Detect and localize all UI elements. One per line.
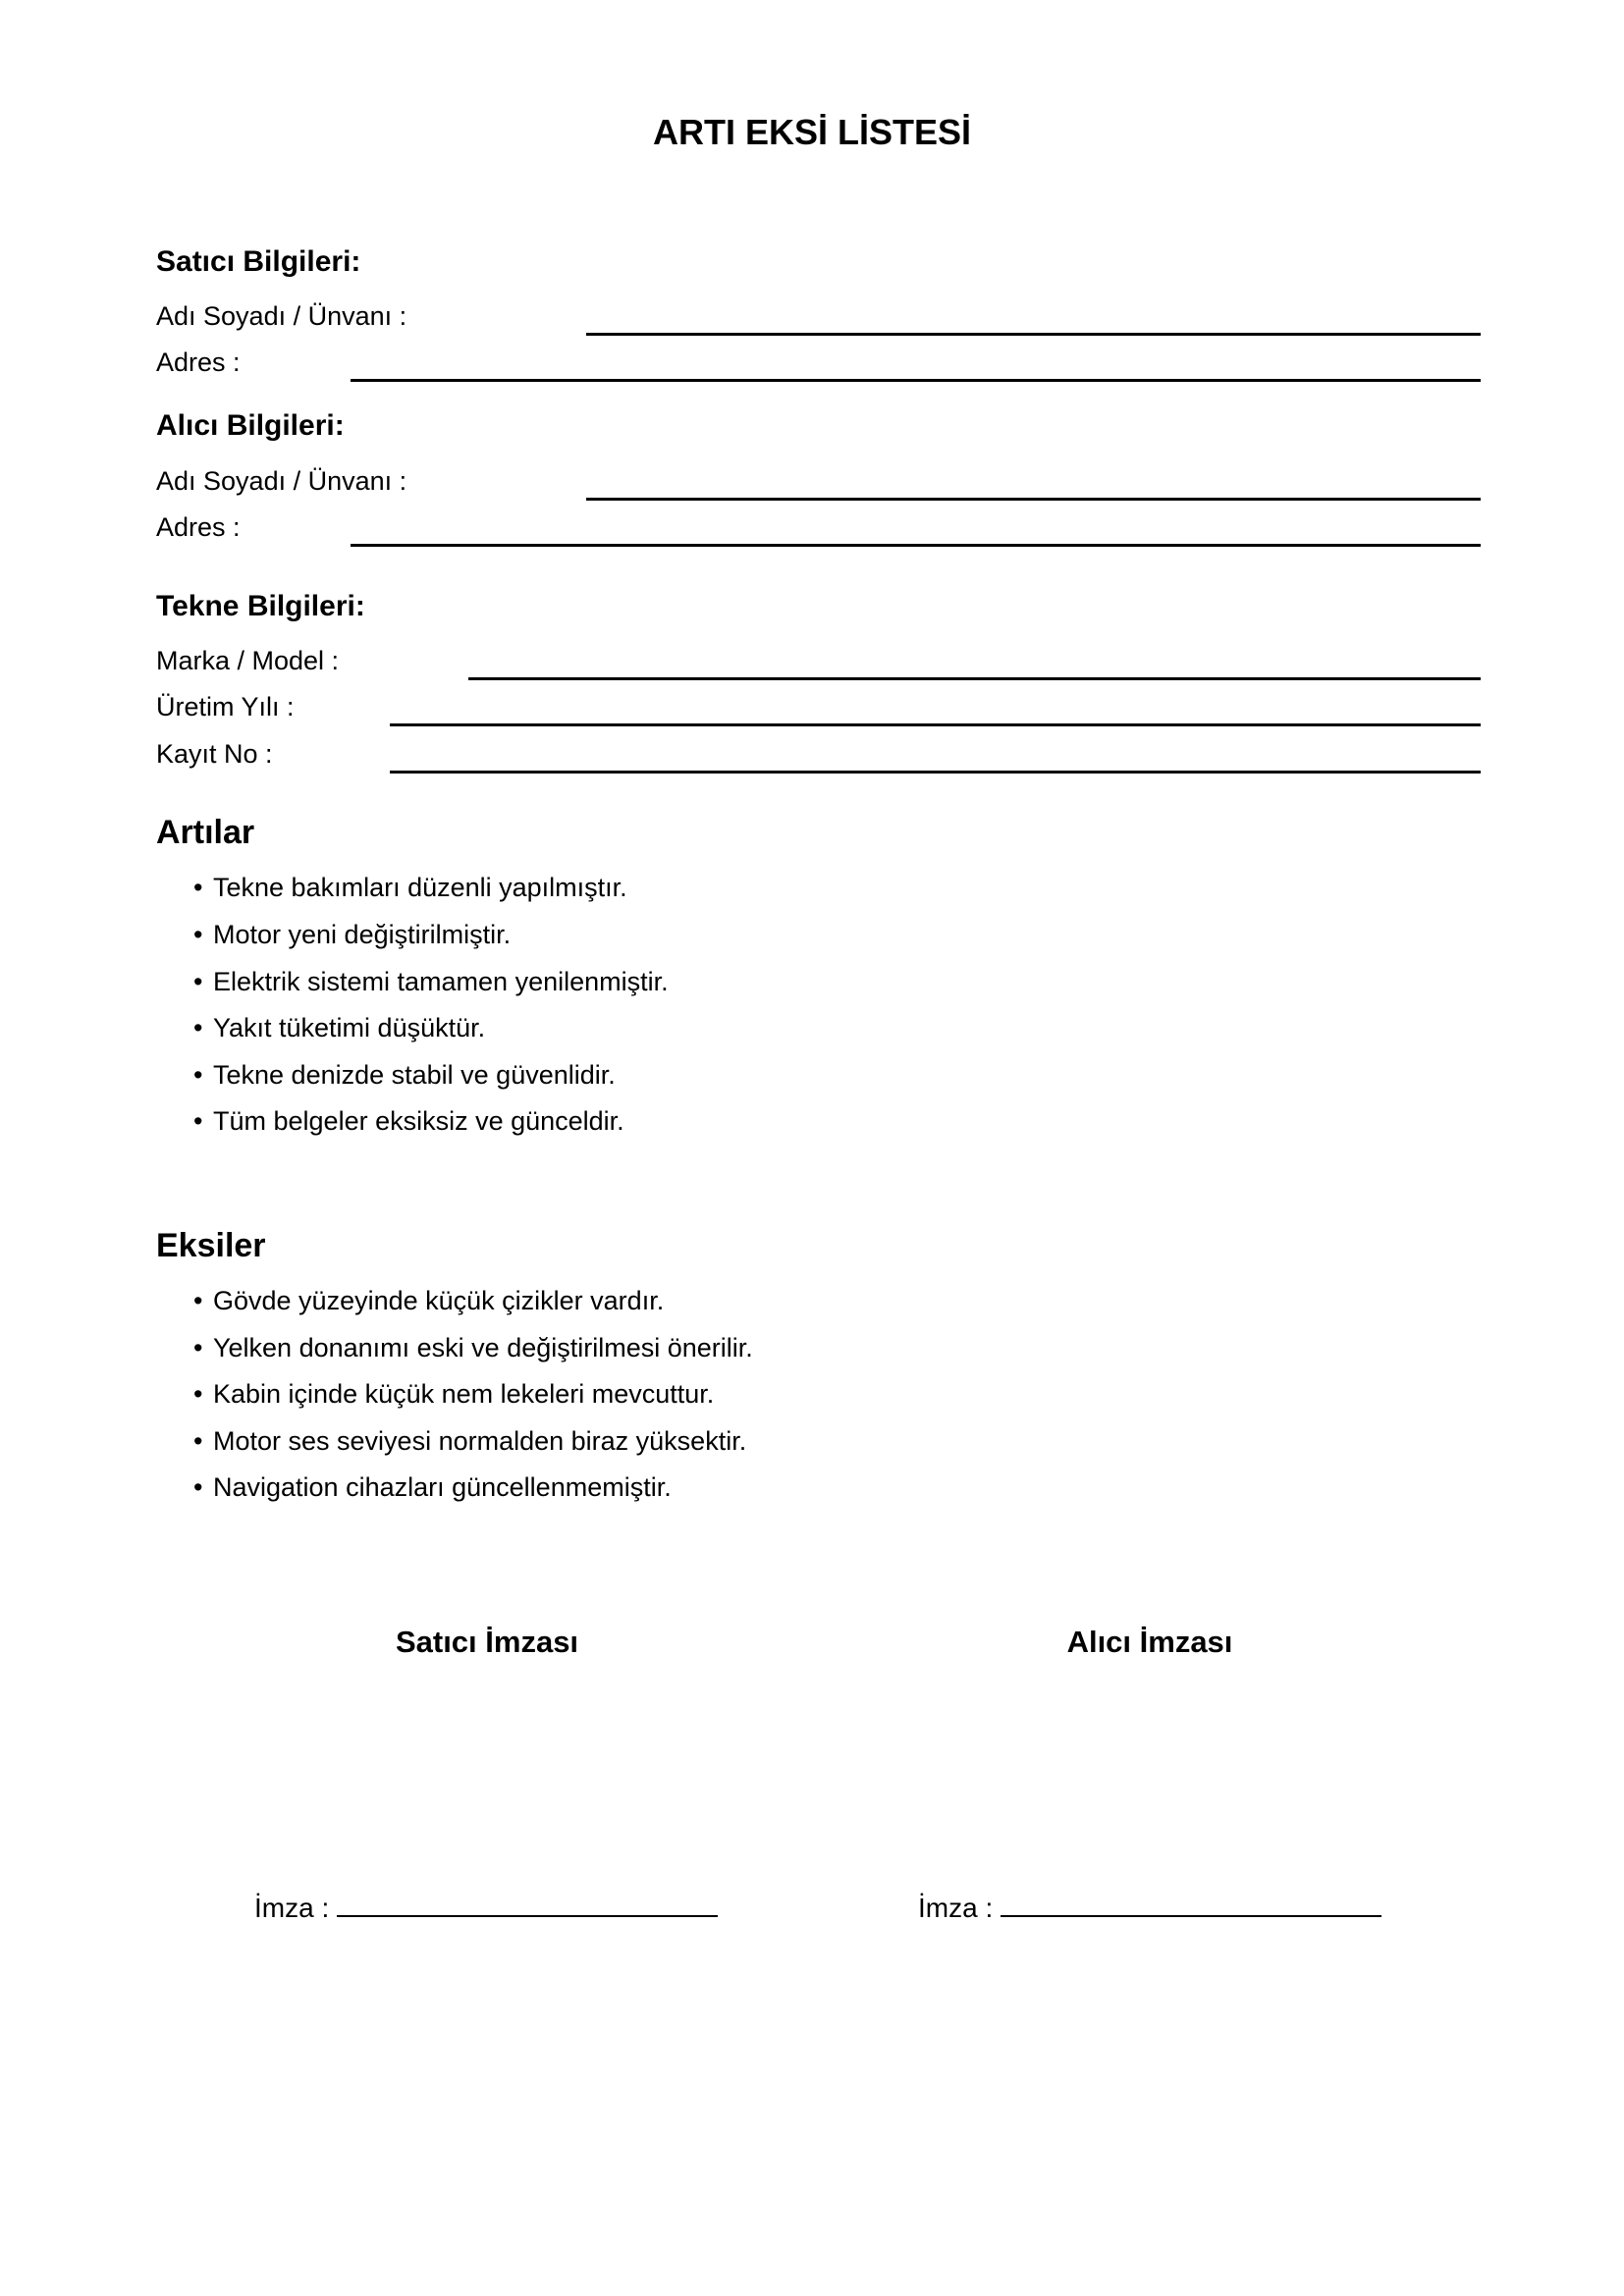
- seller-signature-heading: Satıcı İmzası: [395, 1625, 579, 1659]
- buyer-signature-row: [918, 1890, 1381, 1922]
- seller-signature-label: İmza :: [254, 1893, 330, 1923]
- seller-address-line[interactable]: [351, 379, 1481, 382]
- buyer-address-label: Adres :: [156, 512, 241, 542]
- boat-model-line[interactable]: [468, 677, 1481, 680]
- cons-item: • Yelken donanımı eski ve değiştirilmesi önerilir.: [193, 1333, 753, 1362]
- pros-item: • Tekne denizde stabil ve güvenlidir.: [193, 1060, 616, 1090]
- seller-name-label: Adı Soyadı / Ünvanı :: [156, 301, 407, 331]
- seller-signature-line[interactable]: [337, 1890, 718, 1917]
- cons-item: • Navigation cihazları güncellenmemiştir.: [193, 1472, 672, 1502]
- buyer-address-line[interactable]: [351, 544, 1481, 547]
- boat-year-line[interactable]: [390, 723, 1481, 726]
- seller-address-label: Adres :: [156, 347, 241, 377]
- boat-registration-label: Kayıt No :: [156, 739, 273, 769]
- boat-registration-line[interactable]: [390, 771, 1481, 774]
- buyer-signature-line[interactable]: [1001, 1890, 1381, 1917]
- boat-heading: Tekne Bilgileri:: [156, 590, 365, 622]
- cons-item: • Motor ses seviyesi normalden biraz yüksektir.: [193, 1426, 747, 1456]
- seller-signature-row: [254, 1890, 718, 1922]
- pros-item: • Tüm belgeler eksiksiz ve günceldir.: [193, 1106, 624, 1136]
- cons-heading: Eksiler: [156, 1227, 266, 1264]
- buyer-signature-heading: Alıcı İmzası: [1066, 1625, 1233, 1659]
- pros-item: • Elektrik sistemi tamamen yenilenmiştir.: [193, 967, 669, 996]
- pros-item: • Tekne bakımları düzenli yapılmıştır.: [193, 873, 627, 902]
- buyer-heading: Alıcı Bilgileri:: [156, 409, 345, 442]
- cons-item: • Kabin içinde küçük nem lekeleri mevcuttur.: [193, 1379, 715, 1409]
- page-title: ARTI EKSİ LİSTESİ: [652, 112, 972, 152]
- pros-item: • Motor yeni değiştirilmiştir.: [193, 920, 512, 949]
- seller-name-line[interactable]: [586, 333, 1481, 336]
- buyer-name-label: Adı Soyadı / Ünvanı :: [156, 466, 407, 496]
- buyer-name-line[interactable]: [586, 498, 1481, 501]
- boat-year-label: Üretim Yılı :: [156, 692, 295, 721]
- pros-item: • Yakıt tüketimi düşüktür.: [193, 1013, 486, 1042]
- pros-heading: Artılar: [156, 814, 255, 851]
- seller-heading: Satıcı Bilgileri:: [156, 245, 361, 278]
- boat-model-label: Marka / Model :: [156, 646, 340, 675]
- buyer-signature-label: İmza :: [918, 1893, 994, 1923]
- cons-item: • Gövde yüzeyinde küçük çizikler vardır.: [193, 1286, 665, 1315]
